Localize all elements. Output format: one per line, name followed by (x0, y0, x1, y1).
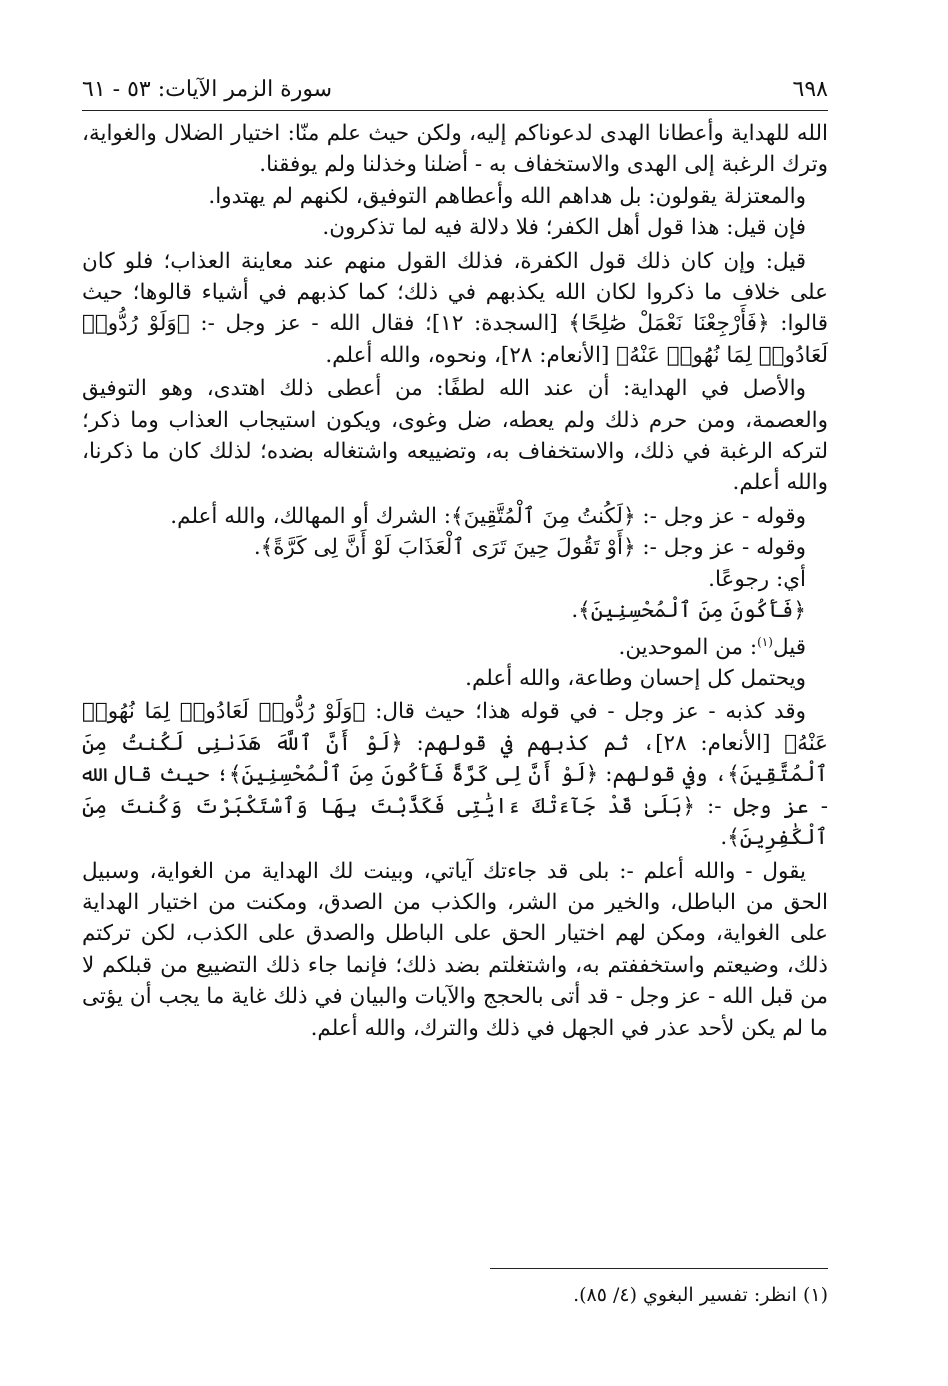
paragraph: يقول - والله أعلم -: بلى قد جاءتك آياتي، وبينت لك الهداية من الغواية، وسبيل الحق من الباطل، والخير من الشر، والكذب من الصدق، ومكنت من اختيار الهداية على الغواية، ومكن لهم اختيار الحق على الباطل والصدق على الكذب، لكن تركتم ذلك، وضيعتم واستخففتم به، واشتغلتم بضد ذلك؛ فإنما جاء ذلك التضييع من قبلكم لا من قبل الله - عز وجل - قد أتى بالحجج والآيات والبيان في ذلك غاية ما يجب أن يؤتى ما لم يكن لأحد عذر في الجهل في ذلك والترك، والله أعلم. (82, 858, 828, 1041)
paragraph-text: : من الموحدين. (618, 634, 758, 660)
paragraph: فإن قيل: هذا قول أهل الكفر؛ فلا دلالة فيه لما تذكرون. (322, 215, 806, 241)
paragraph: ويحتمل كل إحسان وطاعة، والله أعلم. (465, 666, 806, 692)
footnote-marker[interactable]: (١) (757, 634, 773, 649)
paragraph: قيل: وإن كان ذلك قول الكفرة، فذلك القول منهم عند معاينة العذاب؛ فلو كان على خلاف ما ذكروا لكان الله يكذبهم في ذلك؛ كما كذبهم في أشياء قالوها؛ حيث قالوا: ﴿فَأَرْجِعْنَا نَعْمَلْ صَٰلِحًا﴾ [السجدة: ١٢]؛ فقال الله - عز وجل -: ﴿وَلَوْ رُدُّوا۟ لَعَادُوا۟ لِمَا نُهُوا۟ عَنْهُ﴾ [الأنعام: ٢٨]، ونحوه، والله أعلم. (82, 248, 828, 368)
running-title: سورة الزمر الآيات: ٥٣ - ٦١ (82, 77, 333, 102)
running-header (82, 62, 828, 102)
paragraph: وقوله - عز وجل -: ﴿لَكُنتُ مِنَ ٱلْمُتَّقِينَ﴾: الشرك أو المهالك، والله أعلم. (170, 503, 806, 529)
paragraph: والمعتزلة يقولون: بل هداهم الله وأعطاهم التوفيق، لكنهم لم يهتدوا. (208, 183, 806, 209)
paragraph-with-footnote (82, 627, 828, 664)
paragraph: الله للهداية وأعطانا الهدى لدعوناكم إليه، ولكن حيث علم منّا: اختيار الضلال والغواية، وترك الرغبة إلى الهدى والاستخفاف به - أضلنا وخذلنا ولم يوفقنا. (82, 121, 828, 178)
header-rule (82, 110, 828, 111)
paragraph: وقوله - عز وجل -: ﴿أَوْ تَقُولَ حِينَ تَرَى ٱلْعَذَابَ لَوْ أَنَّ لِى كَرَّةً﴾. (253, 535, 806, 561)
page-body (82, 118, 828, 1044)
paragraph: والأصل في الهداية: أن عند الله لطفًا: من أعطى ذلك اهتدى، وهو التوفيق والعصمة، ومن حرم ذلك ولم يعطه، ضل وغوى، ويكون استيجاب العذاب وما ذكر؛ لتركه الرغبة في ذلك، والاستخفاف به، وتضييعه واشتغاله بضده؛ لذلك كان ما ذكرنا، والله أعلم. (82, 376, 828, 496)
paragraph: أي: رجوعًا. (708, 566, 806, 592)
footnote-rule (490, 1268, 828, 1269)
quran-verse: ﴿فَأَكُونَ مِنَ ٱلْمُحْسِنِينَ﴾. (571, 598, 806, 624)
paragraph-text: قيل (772, 634, 806, 660)
footnote: (١) انظر: تفسير البغوي (٤/ ٨٥). (573, 1284, 828, 1306)
paragraph: وقد كذبه - عز وجل - في قوله هذا؛ حيث قال: ﴿وَلَوْ رُدُّوا۟ لَعَادُوا۟ لِمَا نُهُوا۟ عَنْهُ﴾ [الأنعام: ٢٨]، ثم كذبهم في قولهم: ﴿لَوْ أَنَّ ٱللَّهَ هَدَىٰنِى لَكُنتُ مِنَ ٱلْمُتَّقِينَ﴾، وفي قولهم: ﴿لَوْ أَنَّ لِى كَرَّةً فَأَكُونَ مِنَ ٱلْمُحْسِنِينَ﴾؛ حيث قال الله - عز وجل -: ﴿بَلَىٰ قَدْ جَآءَتْكَ ءَايَٰتِى فَكَذَّبْتَ بِهَا وَٱسْتَكْبَرْتَ وَكُنتَ مِنَ ٱلْكَٰفِرِينَ﴾. (82, 699, 829, 851)
page-number: ٦٩٨ (792, 77, 828, 102)
